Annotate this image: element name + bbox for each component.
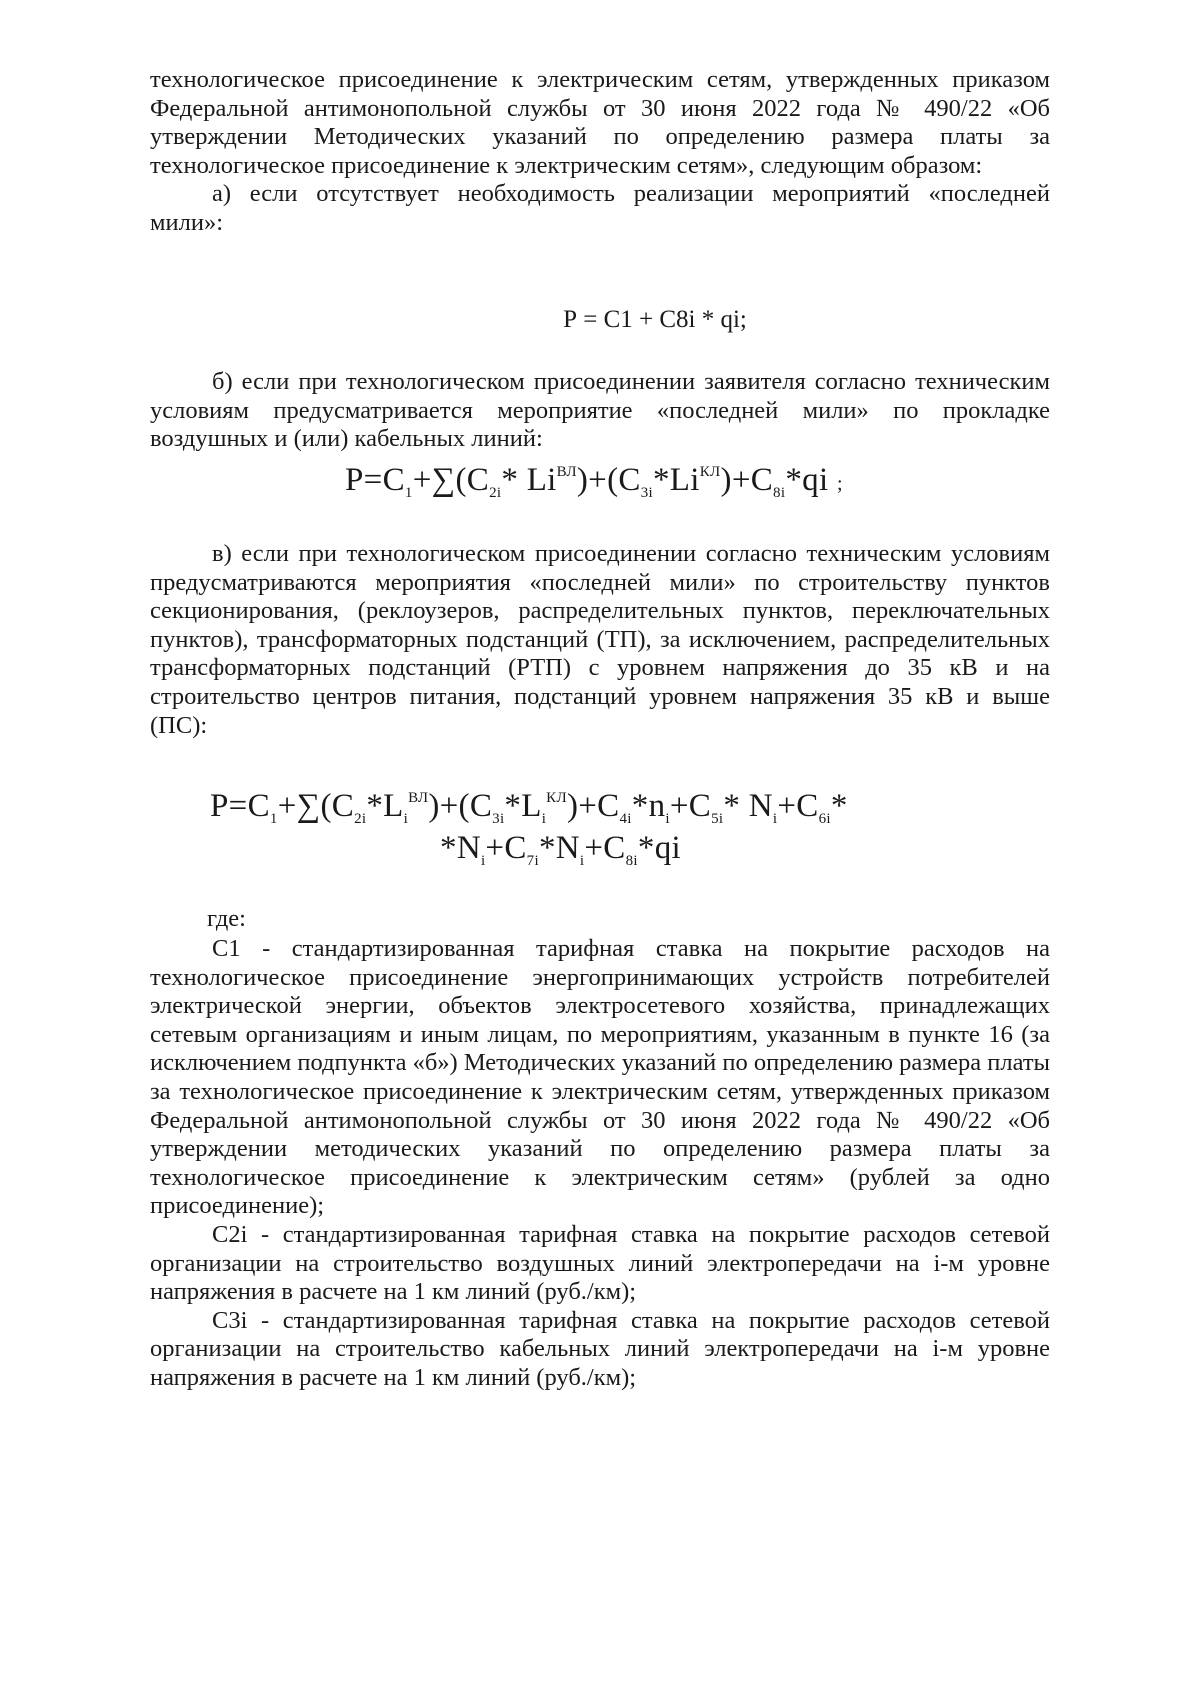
formula-a: Р = С1 + С8i * qi; bbox=[563, 306, 747, 333]
paragraph-v: в) если при технологическом присоединении согласно техническим условиям предусматриваются мероприятия «последней мили» по строительству пунктов секционирования, (реклоузеров, распределительных пунктов, переключательных пунктов), трансформаторных подстанций (ТП), за исключением, распределительных трансформаторных подстанций (РТП) с уровнем напряжения до 35 кВ и на строительство центров питания, подстанций уровнем напряжения 35 кВ и выше (ПС): bbox=[150, 540, 1050, 739]
paragraph-v-block bbox=[150, 540, 1050, 740]
formula-v-line2: $*N_i+C_{7i}*N_i+C_{8i}*qi$ bbox=[440, 830, 681, 869]
definitions-block bbox=[150, 935, 1050, 1393]
definition-c3: С3i - стандартизированная тарифная ставка на покрытие расходов сетевой организации на строительство кабельных линий электропередачи на i-м уровне напряжения в расчете на 1 км линий (руб./км); bbox=[150, 1306, 1050, 1391]
paragraph-b-block bbox=[150, 368, 1050, 454]
paragraph-a: а) если отсутствует необходимость реализации мероприятий «последней мили»: bbox=[150, 180, 1050, 236]
paragraph-continuation: технологическое присоединение к электрическим сетям, утвержденных приказом Федеральной антимонопольной службы от 30 июня 2022 года № 490/22 «Об утверждении Методических указаний по определению размера платы за технологическое присоединение к электрическим сетям», следующим образом: bbox=[150, 66, 1050, 179]
formula-v-line1: $P=C_1+\sum(C_{2i}*L_i^{ВЛ})+(C_{3i}*L_i^{КЛ})+C_{4i}*n_i+C_{5i}*$ $N_i+C_{6i}*$ bbox=[210, 788, 848, 827]
intro-paragraph bbox=[150, 66, 1050, 238]
paragraph-b: б) если при технологическом присоединении заявителя согласно техническим условиям предусматривается мероприятие «последней мили» по прокладке воздушных и (или) кабельных линий: bbox=[150, 368, 1050, 453]
definition-c1: С1 - стандартизированная тарифная ставка на покрытие расходов на технологическое присоединение энергопринимающих устройств потребителей электрической энергии, объектов электросетевого хозяйства, принадлежащих сетевым организациям и иным лицам, по мероприятиям, указанным в пункте 16 (за исключением подпункта «б») Методических указаний по определению размера платы за технологическое присоединение к электрическим сетям, утвержденных приказом Федеральной антимонопольной службы от 30 июня 2022 года № 490/22 «Об утверждении методических указаний по определению размера платы за технологическое присоединение к электрическим сетям» (рублей за одно присоединение); bbox=[150, 935, 1050, 1220]
where-label: где: bbox=[207, 905, 246, 932]
formula-b: $P=C_1+\sum(C_{2i}*$ $Li^{ВЛ})+(C_{3i}*Li^{КЛ})+C_{8i}*qi$ ; bbox=[345, 462, 843, 501]
definition-c2: С2i - стандартизированная тарифная ставка на покрытие расходов сетевой организации на строительство воздушных линий электропередачи на i-м уровне напряжения в расчете на 1 км линий (руб./км); bbox=[150, 1220, 1050, 1306]
